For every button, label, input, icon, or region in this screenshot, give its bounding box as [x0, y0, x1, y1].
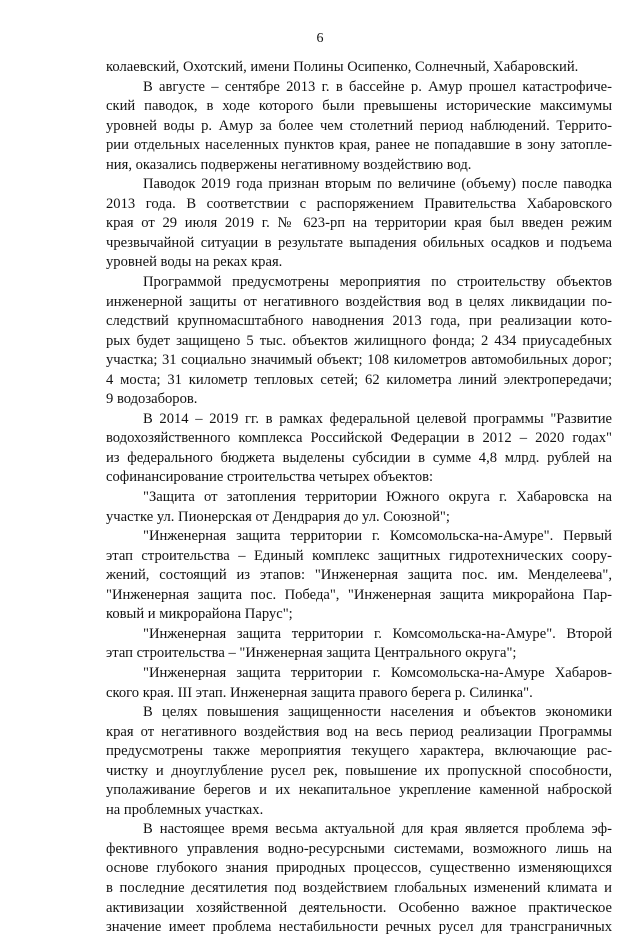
text-line: ковый и микрорайона Парус"; — [106, 606, 293, 623]
text-line: чистку и дноуглубление русел рек, повышение их пропускной способности, — [106, 762, 612, 779]
text-line: на проблемных участках. — [106, 801, 264, 818]
text-line: В августе – сентябре 2013 г. в бассейне р. Амур прошел катастрофиче- — [143, 78, 612, 95]
text-line: уполаживание берегов и их некапитальное укрепление каменной наброской — [106, 782, 612, 799]
page-number: 6 — [316, 31, 324, 46]
text-line: края от 29 июля 2019 г. № 623-рп на территории края был введен режим — [106, 215, 612, 232]
text-line: инженерной защиты от негативного воздействия вод в целях ликвидации по- — [106, 293, 612, 310]
text-line: значение имеет проблема нестабильности речных русел для трансграничных — [106, 919, 612, 936]
text-line: ский паводок, в ходе которого были превышены исторические максимумы — [106, 98, 612, 115]
text-line: Паводок 2019 года признан вторым по величине (объему) после паводка — [143, 176, 612, 193]
text-line: этап строительства – "Инженерная защита Центрального округа"; — [106, 645, 517, 662]
text-line: "Инженерная защита территории г. Комсомольска-на-Амуре Хабаров- — [143, 664, 612, 681]
text-line: рии отдельных населенных пунктов края, ранее не попадавшие в зону затопле- — [106, 137, 612, 154]
text-line: предусмотрены также мероприятия текущего характера, включающие рас- — [106, 743, 612, 760]
text-line: жений, состоящий из этапов: "Инженерная защита пос. им. Менделеева", — [106, 567, 612, 584]
text-line: в последние десятилетия под воздействием глобальных изменений климата и — [106, 879, 612, 896]
text-line: из федерального бюджета выделены субсидии в сумме 4,8 млрд. рублей на — [106, 449, 612, 466]
text-line: фективного управления водно-ресурсными системами, возможного лишь на — [106, 840, 612, 857]
text-line: софинансирование строительства четырех объектов: — [106, 469, 434, 486]
text-line: 2013 года. В соответствии с распоряжением Правительства Хабаровского — [106, 195, 612, 212]
text-line: Программой предусмотрены мероприятия по строительству объектов — [143, 274, 612, 291]
text-line: участке ул. Пионерская от Дендрария до ул. Союзной"; — [106, 508, 450, 525]
text-line: уровней воды на реках края. — [106, 254, 283, 271]
text-line: этап строительства – Единый комплекс защитных гидротехнических соору- — [106, 547, 612, 564]
text-line: уровней воды р. Амур за более чем столетний период наблюдений. Террито- — [106, 117, 612, 134]
body-text — [106, 58, 612, 938]
text-line: участка; 31 социально значимый объект; 108 километров автомобильных дорог; — [106, 352, 612, 369]
text-line: водохозяйственного комплекса Российской Федерации в 2012 – 2020 годах" — [106, 430, 612, 447]
text-line: рых будет защищено 5 тыс. объектов жилищного фонда; 2 434 приусадебных — [106, 332, 612, 349]
text-line: колаевский, Охотский, имени Полины Осипенко, Солнечный, Хабаровский. — [106, 59, 579, 75]
text-line: края от негативного воздействия вод на весь период реализации Программы — [106, 723, 612, 740]
text-line: основе глубокого знания природных процессов, существенно изменяющихся — [106, 860, 612, 877]
text-line: "Инженерная защита территории г. Комсомольска-на-Амуре". Второй — [143, 625, 612, 642]
text-line: "Защита от затопления территории Южного округа г. Хабаровска на — [143, 489, 612, 506]
text-line: 9 водозаборов. — [106, 391, 198, 408]
text-line: активизации хозяйственной деятельности. Особенно важное практическое — [106, 899, 612, 916]
text-line: В настоящее время весьма актуальной для края является проблема эф- — [143, 821, 612, 838]
text-line: "Инженерная защита территории г. Комсомольска-на-Амуре". Первый — [143, 528, 612, 545]
text-line: В 2014 – 2019 гг. в рамках федеральной целевой программы "Развитие — [143, 410, 612, 427]
text-line: 4 моста; 31 километр тепловых сетей; 62 километра линий электропередачи; — [106, 371, 612, 388]
text-line: "Инженерная защита пос. Победа", "Инженерная защита микрорайона Пар- — [106, 586, 612, 603]
text-line: В целях повышения защищенности населения и объектов экономики — [143, 704, 612, 721]
text-line: ского края. III этап. Инженерная защита правого берега р. Силинка". — [106, 684, 533, 701]
text-line: чрезвычайной ситуации в результате выпадения обильных осадков и подъема — [106, 234, 612, 251]
text-line: ния, оказались подвержены негативному воздействию вод. — [106, 156, 472, 173]
text-line: следствий крупномасштабного наводнения 2013 года, при реализации кото- — [106, 313, 612, 330]
